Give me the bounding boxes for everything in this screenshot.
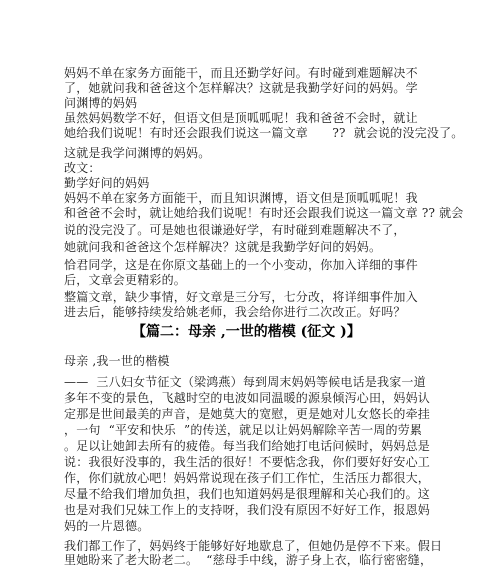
text-line: 作，你们就放心吧！妈妈常说现在孩子们工作忙，生活压力都很大， [64, 471, 431, 485]
text-line: 问渊博的妈妈 [64, 96, 138, 110]
text-line: 妈妈不单在家务方面能干，而且还勤学好问。有时碰到难题解决不 [64, 66, 418, 80]
text-line: 她给我们说呢！有时还会跟我们说这一篇文章 ?? 就会说的没完没了。 [64, 126, 464, 140]
text-line: 尽量不给我们增加负担，我们也知道妈妈是很理解和关心我们的。这 [64, 487, 431, 501]
text-line: 和爸爸不会时，就让她给我们说呢！有时还会跟我们说这一篇文章 ?? 就会 [64, 206, 464, 220]
text-line: 后，文章会更精彩的。 [64, 273, 187, 287]
section-heading: 【篇二：母亲 ,一世的楷模 (征文 )】 [132, 324, 361, 340]
text-line: 她就问我和爸爸这个怎样解决？这就是我勤学好问的妈妈。 [64, 240, 382, 254]
text-line: —— 三八妇女节征文（梁鸿燕）每到周末妈妈等候电话是我家一道 [64, 375, 426, 389]
text-line: 说：我很好没事的，我生活的很好！不要惦念我，你们要好好安心工 [64, 455, 431, 469]
text-line: 里她盼来了老大盼老二。 “慈母手中线，游子身上衣，临行密密缝， [64, 553, 433, 567]
text-line: ，一句 “平安和快乐 ”的传送，就足以让妈妈解除辛苦一周的劳累 [64, 423, 423, 437]
text-line: 。足以让她卸去所有的疲倦。每当我们给她打电话问候时，妈妈总是 [64, 439, 431, 453]
text-line: 定那是世间最美的声音，是她莫大的宽慰，更是她对儿女悠长的牵挂 [64, 407, 431, 421]
text-line: 整篇文章，缺少事情，好文章是三分写，七分改，将详细事件加入 [64, 290, 418, 304]
text-line: 进去后，能够持续发给姚老师，我会给你进行二次改正。好吗？ [64, 305, 406, 319]
text-line: 妈的一片恩德。 [64, 519, 150, 533]
text-line: 勤学好问的妈妈 [64, 176, 150, 190]
article-title: 母亲 ,我一世的楷模 [64, 354, 170, 368]
text-line: 恰君同学，这是在你原文基础上的一个小变动，你加入详细的事件 [64, 258, 418, 272]
text-line: 虽然妈妈数学不好，但语文但是顶呱呱呢！我和爸爸不会时，就让 [64, 111, 418, 125]
text-line: 我们都工作了，妈妈终于能够好好地歇息了，但她仍是停不下来。假日 [64, 539, 443, 553]
text-line: 了，她就问我和爸爸这个怎样解决？这就是我勤学好问的妈妈。学 [64, 81, 418, 95]
text-line: 改文： [64, 161, 101, 175]
text-line: 说的没完没了。可是她也很谦逊好学，有时碰到难题解决不了， [64, 223, 406, 237]
text-line: 也是对我们兄妹工作上的支持呀，我们没有原因不好好工作，报恩妈 [64, 503, 431, 517]
text-line: 这就是我学问渊博的妈妈。 [64, 146, 211, 160]
text-line: 妈妈不单在家务方面能干，而且知识渊博，语文但是顶呱呱呢！我 [64, 191, 418, 205]
text-line: 多年不变的景色，飞越时空的电波如同温暖的源泉倾泻心田，妈妈认 [64, 391, 431, 405]
